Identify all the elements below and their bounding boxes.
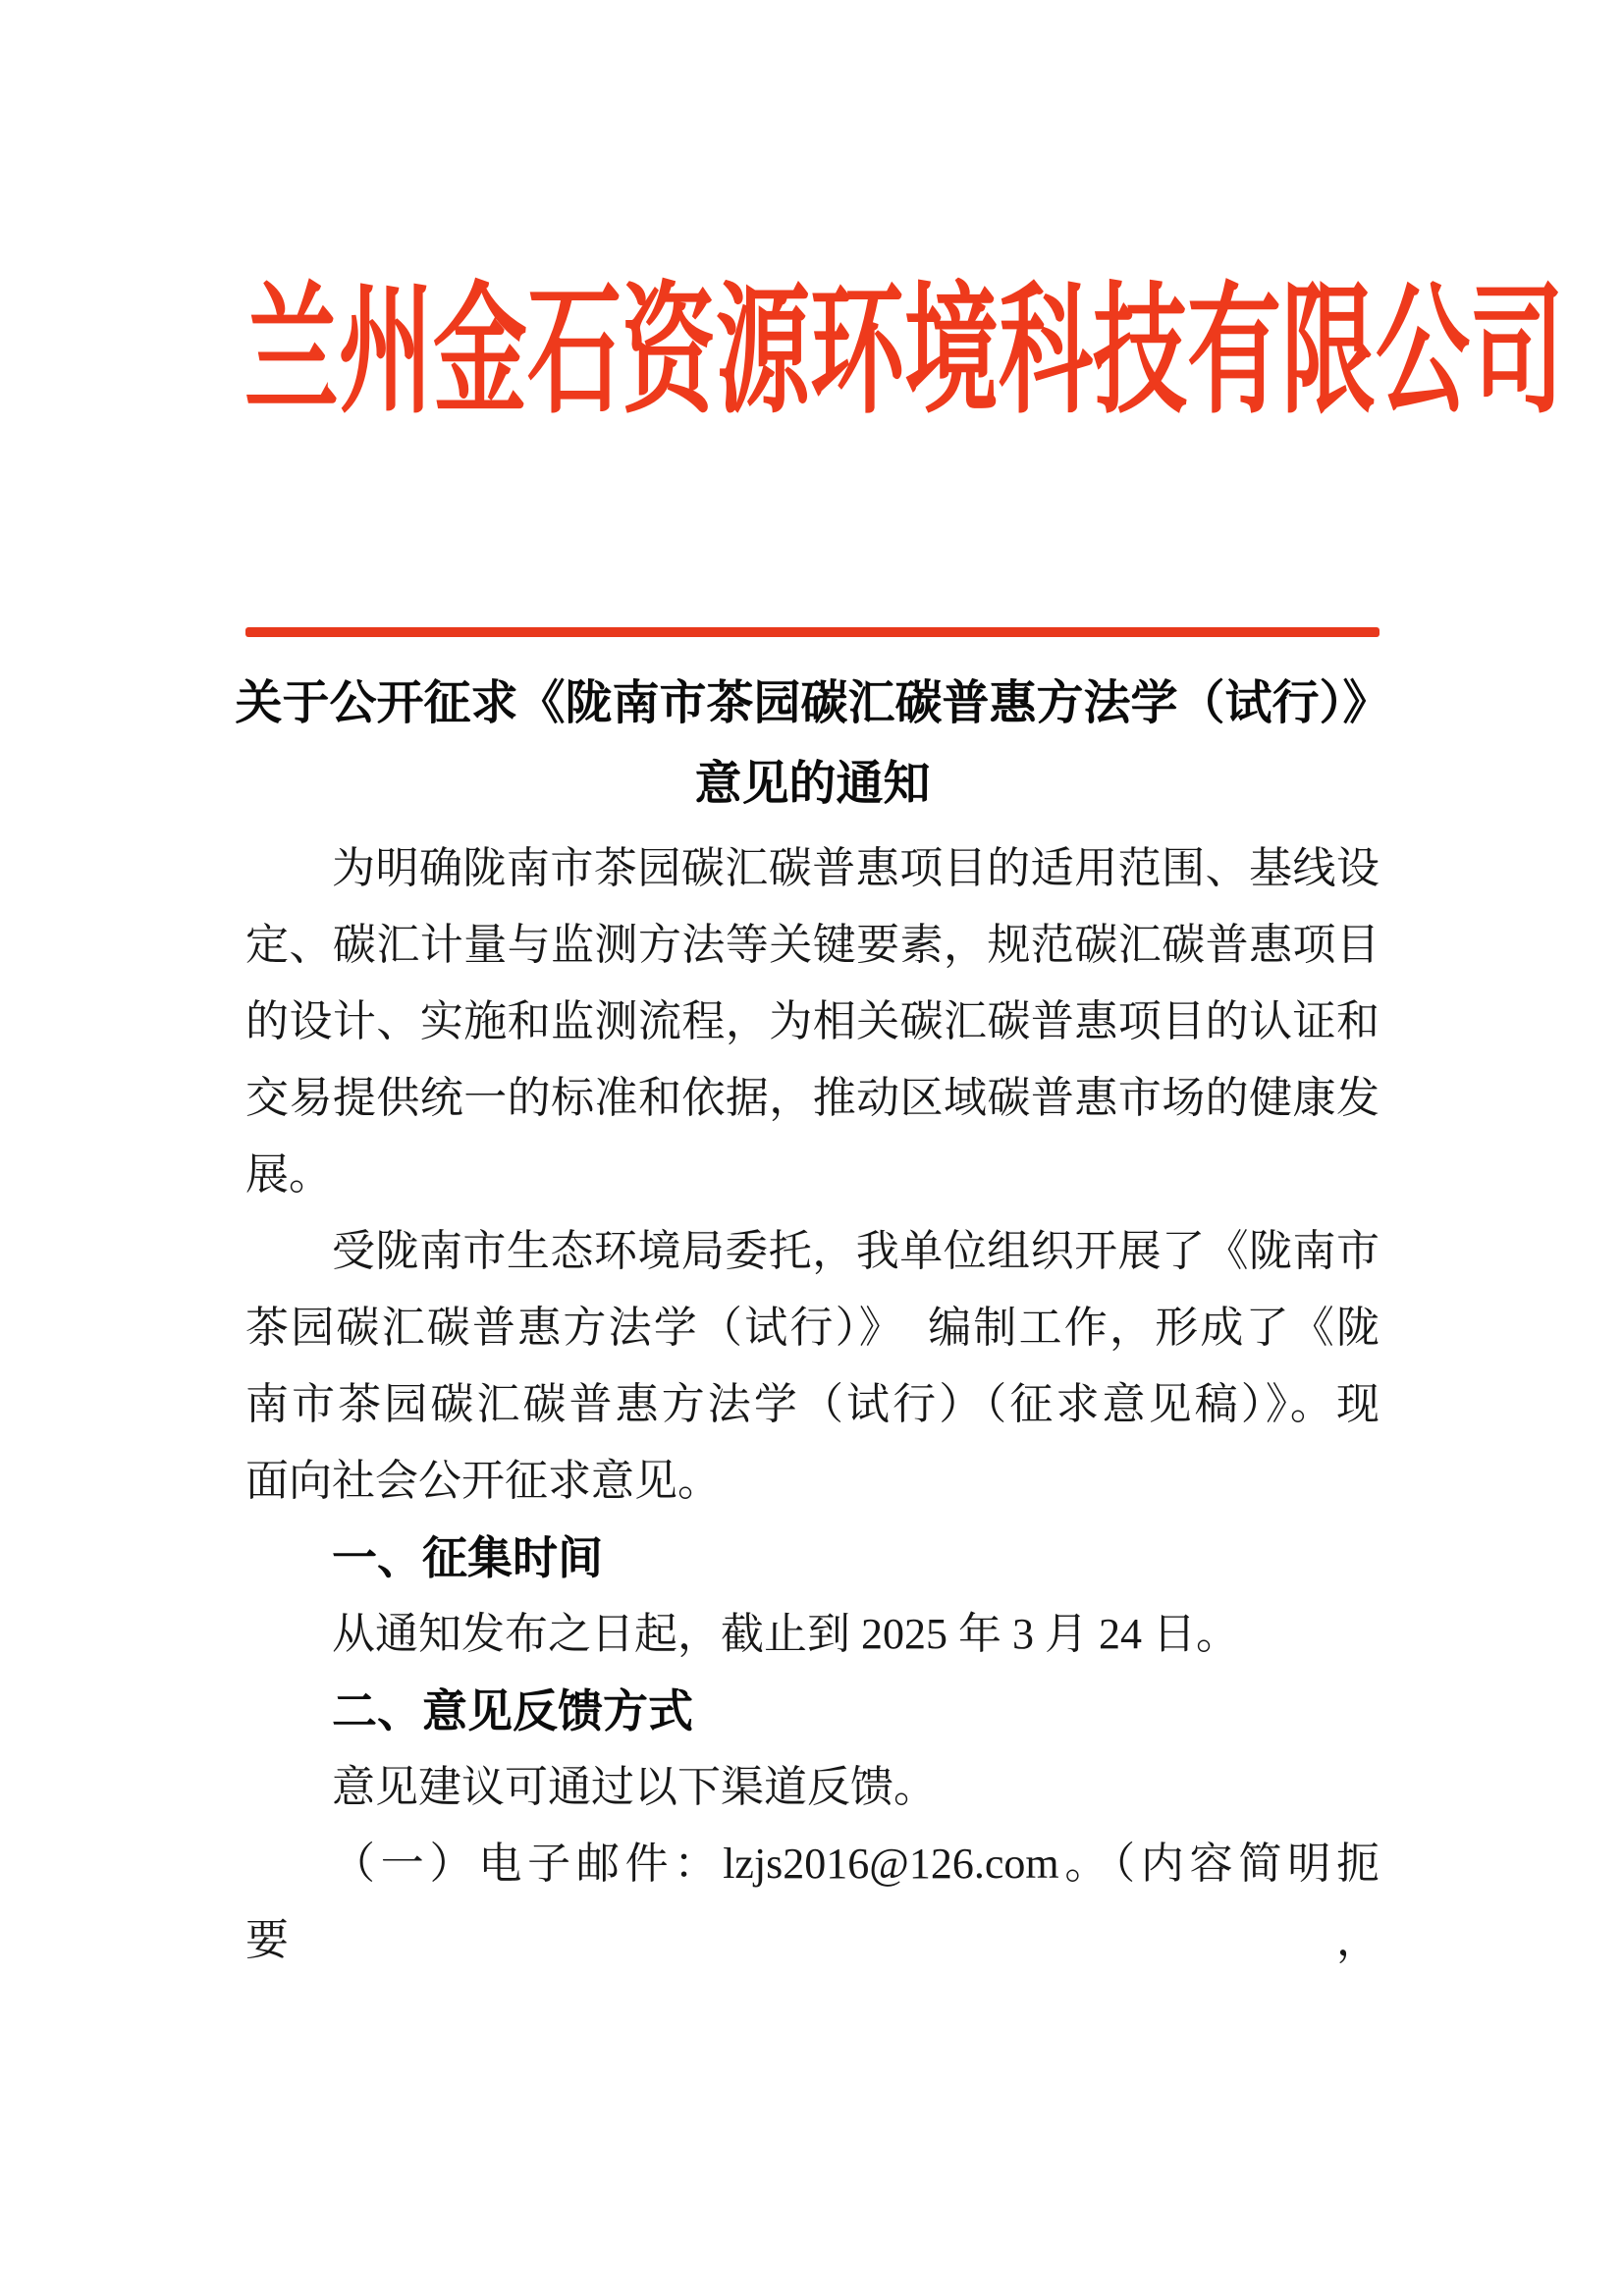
body-text-line: 为明确陇南市茶园碳汇碳普惠项目的适用范围、基线设 [332,844,1380,892]
body-text-line: 茶园碳汇碳普惠方法学（试行）》 编制工作，形成了《陇 [245,1304,1380,1352]
notice-body [245,830,1380,1964]
body-text-line: 受陇南市生态环境局委托，我单位组织开展了《陇南市 [332,1227,1380,1275]
body-text-line: 交易提供统一的标准和依据，推动区域碳普惠市场的健康发 [245,1074,1380,1122]
notice-title-line-1: 关于公开征求《陇南市茶园碳汇碳普惠方法学（试行）》 [235,677,1390,729]
body-text-line: 南市茶园碳汇碳普惠方法学（试行）（征求意见稿）》。现 [245,1380,1380,1428]
notice-title [201,664,1424,825]
body-text-line: 意见建议可通过以下渠道反馈。 [332,1763,937,1811]
body-text-line: 定、碳汇计量与监测方法等关键要素，规范碳汇碳普惠项目 [245,921,1380,969]
body-text-line: （一）电子邮件：lzjs2016@126.com。（内容简明扼要， [245,1840,1380,1964]
section-2-heading: 二、意见反馈方式 [332,1685,693,1736]
body-text-line: 从通知发布之日起，截止到 2025 年 3 月 24 日。 [332,1610,1239,1658]
body-text-line: 的设计、实施和监测流程，为相关碳汇碳普惠项目的认证和 [245,997,1380,1045]
section-1-heading: 一、征集时间 [332,1532,603,1583]
body-text-line: 面向社会公开征求意见。 [245,1457,721,1505]
notice-title-line-2: 意见的通知 [694,758,931,810]
letterhead-divider-rule [245,627,1380,637]
body-text-line: 展。 [245,1150,332,1199]
company-name-letterhead: 兰州金石资源环境科技有限公司 [244,273,1564,431]
